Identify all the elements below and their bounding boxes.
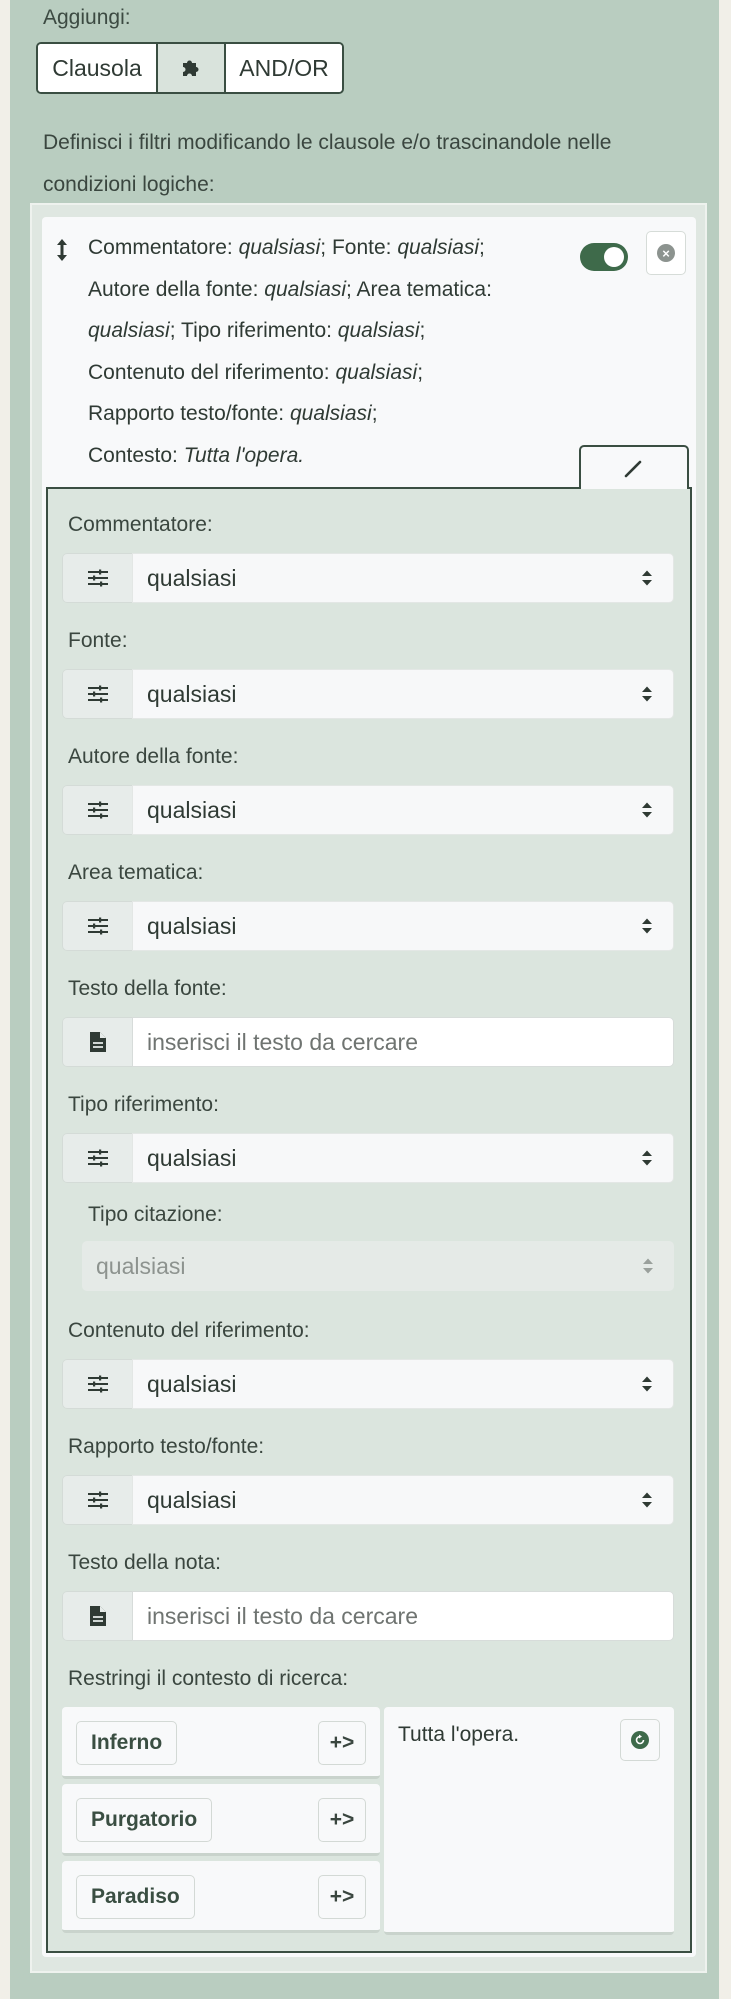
contenuto-label: Contenuto del riferimento: [68,1319,310,1342]
summary-label: Area tematica: [356,277,492,301]
filter-button[interactable] [62,1133,132,1183]
clause-enable-toggle[interactable] [580,243,628,271]
commentatore-select[interactable] [62,553,674,603]
tipo-citazione-select [82,1241,674,1291]
sliders-icon [87,1148,109,1168]
select-caret-icon [641,801,653,819]
rapporto-select[interactable] [62,1475,674,1525]
select-caret-icon [641,569,653,587]
drag-handle-icon[interactable] [56,239,68,261]
select-value: qualsiasi [147,912,237,939]
sliders-icon [87,1490,109,1510]
select-caret-icon [641,1149,653,1167]
context-purgatorio-add-button[interactable]: +> [318,1798,366,1842]
context-inferno-button[interactable]: Inferno [76,1721,177,1765]
context-paradiso-button[interactable]: Paradiso [76,1875,195,1919]
context-item-paradiso [62,1861,380,1933]
context-item-inferno [62,1707,380,1779]
filter-button[interactable] [62,1475,132,1525]
remove-clause-button[interactable] [646,231,686,275]
select-caret-icon [642,1257,654,1275]
sliders-icon [87,568,109,588]
summary-label: Contesto: [88,443,184,467]
add-clause-button[interactable]: Clausola [38,44,158,92]
clause-card [42,217,696,1957]
commentatore-label: Commentatore: [68,513,213,536]
select-caret-icon [641,685,653,703]
testo-nota-label: Testo della nota: [68,1551,221,1574]
area-label: Area tematica: [68,861,204,884]
query-builder [10,0,719,1999]
context-item-purgatorio [62,1784,380,1856]
select-value: qualsiasi [96,1252,186,1279]
area-select[interactable] [62,901,674,951]
summary-label: Contenuto del riferimento: [88,360,336,384]
document-icon [89,1605,107,1627]
edit-clause-button[interactable] [579,445,689,489]
reset-icon [631,1731,649,1749]
summary-value: qualsiasi [289,402,372,425]
select-caret-icon [641,1491,653,1509]
testo-fonte-label: Testo della fonte: [68,977,227,1000]
testo-fonte-input[interactable]: inserisci il testo da cercare [132,1017,674,1067]
filter-button[interactable] [62,901,132,951]
document-icon [89,1031,107,1053]
add-group-button[interactable] [158,44,226,92]
summary-label: Fonte: [331,236,398,259]
summary-label: Rapporto testo/fonte: [88,402,290,425]
summary-label: Tipo riferimento: [181,319,338,342]
select-value: qualsiasi [147,1144,237,1171]
add-button-group [36,42,344,94]
clause-editor [46,487,692,1953]
sliders-icon [87,916,109,936]
filter-button[interactable] [62,553,132,603]
autore-select[interactable] [62,785,674,835]
select-value: qualsiasi [147,796,237,823]
select-value: qualsiasi [147,1370,237,1397]
context-purgatorio-button[interactable]: Purgatorio [76,1798,212,1842]
summary-value: Tutta l'opera. [183,443,305,467]
close-icon: × [657,244,675,262]
sliders-icon [87,1374,109,1394]
selected-context-text: Tutta l'opera. [398,1723,520,1746]
testo-nota-input[interactable]: inserisci il testo da cercare [132,1591,674,1641]
context-inferno-add-button[interactable]: +> [318,1721,366,1765]
summary-label: Autore della fonte: [88,277,265,301]
sliders-icon [87,800,109,820]
help-text: Definisci i filtri modificando le clausole e/o trascinandole nelle condizioni logiche: [43,131,612,196]
summary-value: qualsiasi [335,360,418,384]
select-value: qualsiasi [147,680,237,707]
fonte-select[interactable] [62,669,674,719]
tipo-riferimento-select[interactable] [62,1133,674,1183]
document-icon-addon [62,1017,132,1067]
select-caret-icon [641,917,653,935]
testo-nota-input-group [62,1591,674,1641]
add-andor-button[interactable]: AND/OR [226,44,342,92]
testo-fonte-input-group [62,1017,674,1067]
clause-summary: Commentatore: qualsiasi; Fonte: qualsiasi; Autore della fonte: qualsiasi; Area tematica: qualsiasi; Tipo riferimento: qualsiasi; Contenuto del riferimento: qualsiasi; Rapporto testo/fonte: qualsiasi; Contesto: Tutta l'opera. [88,236,492,467]
summary-value: qualsiasi [397,236,480,259]
summary-value: qualsiasi [264,277,347,301]
tipo-riferimento-label: Tipo riferimento: [68,1093,219,1116]
filter-button[interactable] [62,669,132,719]
tipo-citazione-label: Tipo citazione: [88,1203,223,1226]
rapporto-label: Rapporto testo/fonte: [68,1435,265,1458]
selected-context-panel [384,1707,674,1935]
pencil-icon [623,457,645,479]
autore-label: Autore della fonte: [68,745,239,768]
contesto-label: Restringi il contesto di ricerca: [68,1667,349,1690]
summary-value: qualsiasi [337,319,420,342]
reset-context-button[interactable] [620,1719,660,1761]
page-edge-right [719,0,731,1999]
summary-value: qualsiasi [88,319,170,342]
puzzle-icon [179,56,203,80]
filter-button[interactable] [62,785,132,835]
summary-value: qualsiasi [238,236,321,259]
fonte-label: Fonte: [68,629,128,652]
sliders-icon [87,684,109,704]
document-icon-addon [62,1591,132,1641]
add-label: Aggiungi: [43,6,131,29]
page-edge-left [0,0,10,1999]
context-paradiso-add-button[interactable]: +> [318,1875,366,1919]
logic-container [30,203,707,1973]
select-value: qualsiasi [147,1486,237,1513]
summary-label: Commentatore: [88,236,239,259]
contenuto-select[interactable] [62,1359,674,1409]
select-value: qualsiasi [147,564,237,591]
filter-button[interactable] [62,1359,132,1409]
select-caret-icon [641,1375,653,1393]
